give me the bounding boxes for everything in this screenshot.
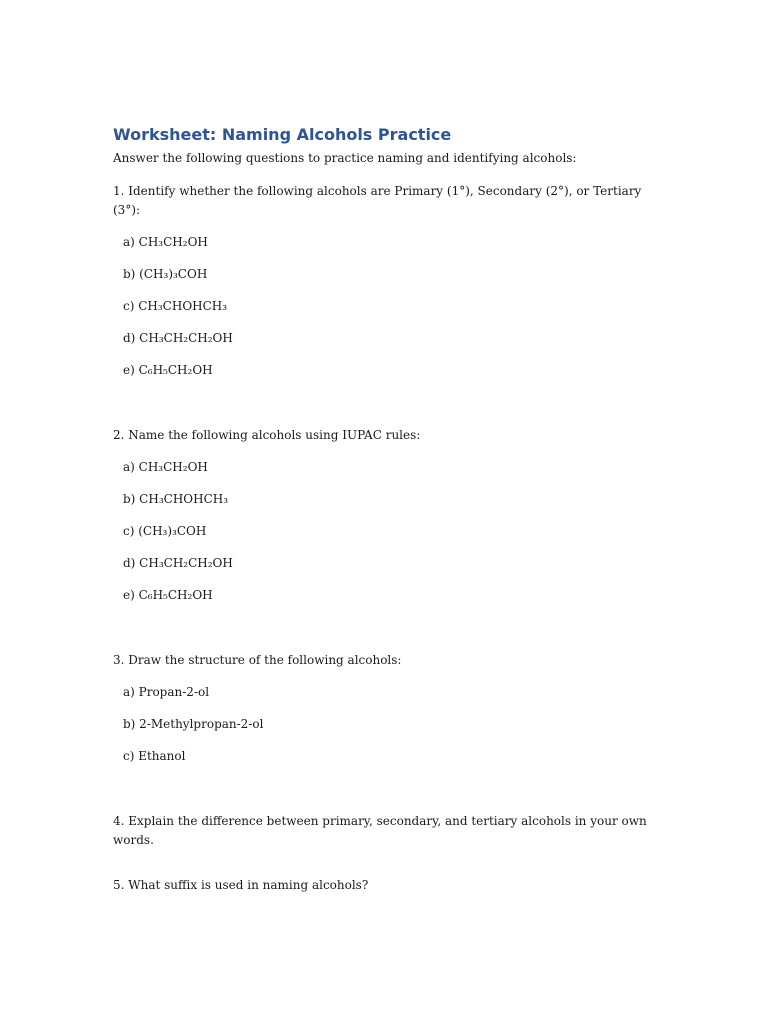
q3-item-c: c) Ethanol [123,749,186,763]
question-2: 2. Name the following alcohols using IUPAC rules: [113,428,421,442]
question-5: 5. What suffix is used in naming alcohols? [113,878,369,892]
question-1: 1. Identify whether the following alcohols are Primary (1°), Secondary (2°), or Tertiary (3°): [113,184,642,217]
q2-item-e: e) C₆H₅CH₂OH [123,588,213,602]
q1-item-d: d) CH₃CH₂CH₂OH [123,331,233,345]
q3-item-b: b) 2-Methylpropan-2-ol [123,717,264,731]
q2-item-a: a) CH₃CH₂OH [123,460,208,474]
intro-text: Answer the following questions to practice naming and identifying alcohols: [113,151,577,165]
worksheet-page [113,124,658,895]
q1-item-c: c) CH₃CHOHCH₃ [123,299,228,313]
q3-item-a: a) Propan-2-ol [123,685,210,699]
question-4: 4. Explain the difference between primary, secondary, and tertiary alcohols in your own words. [113,814,647,847]
q2-item-d: d) CH₃CH₂CH₂OH [123,556,233,570]
q2-item-b: b) CH₃CHOHCH₃ [123,492,229,506]
q1-item-e: e) C₆H₅CH₂OH [123,363,213,377]
q1-item-a: a) CH₃CH₂OH [123,235,208,249]
q2-item-c: c) (CH₃)₃COH [123,524,207,538]
question-3: 3. Draw the structure of the following alcohols: [113,653,402,667]
page-title: Worksheet: Naming Alcohols Practice [113,125,452,144]
q1-item-b: b) (CH₃)₃COH [123,267,208,281]
